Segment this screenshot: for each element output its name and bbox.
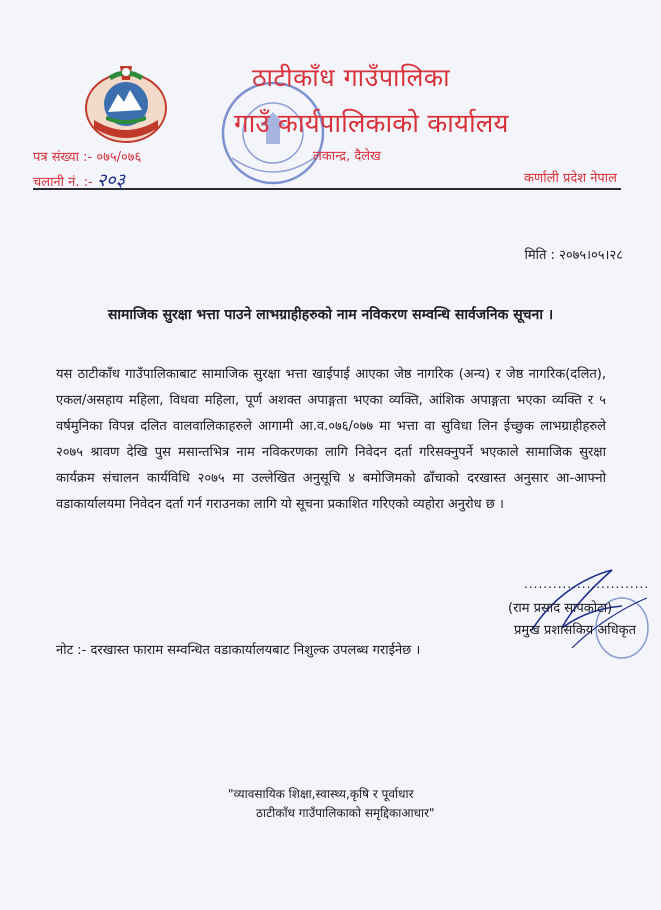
notice-subject: सामाजिक सुरक्षा भत्ता पाउने लाभग्राहीहरुको नाम नविकरण सम्वन्धि सार्वजनिक सूचना । (107, 307, 554, 323)
header-divider (33, 188, 621, 190)
footer-slogan-line-1: "व्यावसायिक शिक्षा,स्वास्थ्य,कृषि र पूर्वाधार (228, 787, 414, 801)
footer-slogan-line-2: ठाटीकाँध गाउँपालिकाको समृद्दिकाआधार" (256, 806, 435, 820)
notice-body: यस ठाटीकाँध गाउँपालिकाबाट सामाजिक सुरक्षा भत्ता खाईपाई आएका जेष्ठ नागरिक (अन्य) र जेष्ठ नागरिक(दलित), एकल/असहाय महिला, विधवा महिला, पूर्ण अशक्त अपाङ्गता भएका व्यक्ति, आंशिक अपाङ्गता भएका व्यक्ति र ५ वर्षमुनिका विपन्न दलित वालवालिकाहरुले आगामी आ.व.०७६/०७७ मा भत्ता वा सुविधा लिन ईच्छुक लाभग्राहीहरुले २०७५ श्रावण देखि पुस मसान्तभित्र नाम नविकरणका लागि निवेदन दर्ता गरिसक्नुपर्ने भएकाले सामाजिक सुरक्षा कार्यक्रम संचालन कार्यविधि २०७५ मा उल्लेखित अनुसूचि ४ बमोजिमको ढाँचाको दरखास्त अनुसार आ-आफ्नो वडाकार्यालयमा निवेदन दर्ता गर्न गराउनका लागि यो सूचना प्रकाशित गरिएको व्यहोरा अनुरोध छ । (56, 367, 606, 512)
signatory-name: (राम प्रसाद सापकोटा) (508, 601, 613, 616)
notice-date: मिति : २०७५।०५।२८ (524, 248, 623, 263)
province-name: कर्णाली प्रदेश नेपाल (523, 171, 617, 186)
dispatch-value: २०३ (96, 170, 125, 191)
reference-label: पत्र संख्या :- (33, 150, 93, 165)
signatory-title: प्रमुख प्रशासकिय अधिकृत (514, 623, 637, 638)
office-name: गाउँ कार्यपालिकाको कार्यालय (234, 109, 509, 139)
notice-note: नोट :- दरखास्त फाराम सम्वन्धित वडाकार्यालयबाट निशुल्क उपलब्ध गराईनेछ । (56, 643, 421, 658)
reference-value: ०७५/०७६ (96, 150, 142, 165)
reference-number (33, 147, 141, 165)
office-address: लकान्द्र, दैलेख (313, 149, 381, 164)
signature-line: .......................... (524, 577, 650, 591)
dispatch-label: चलानी नं. :- (33, 175, 93, 190)
municipality-name: ठाटीकाँध गाउँपालिका (252, 63, 451, 92)
nepal-emblem-icon (80, 58, 172, 146)
